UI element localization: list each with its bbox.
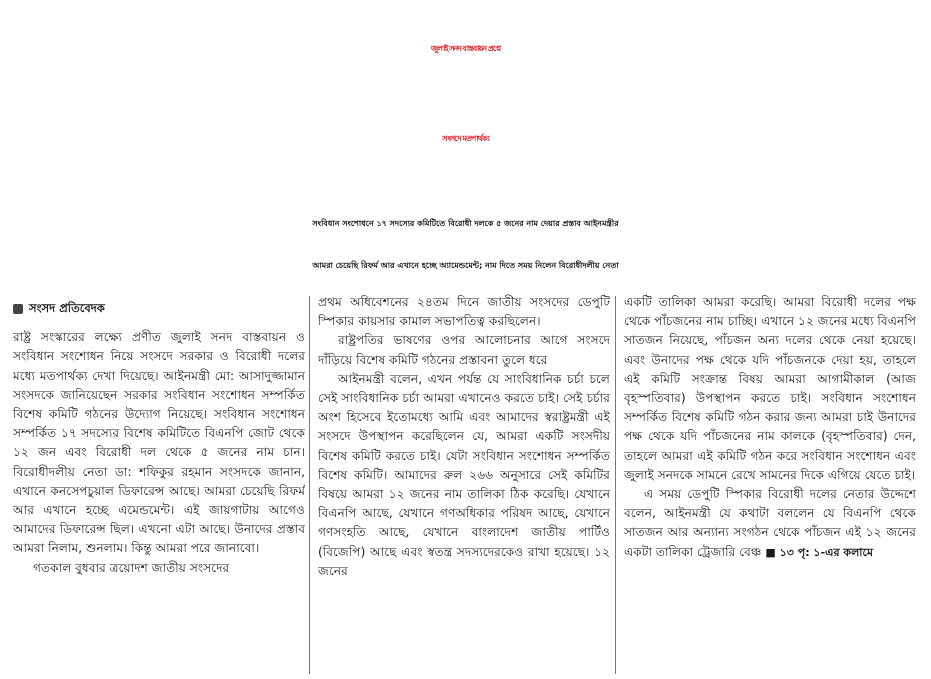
paragraph: রাষ্ট্রপতির ভাষণের ওপর আলোচনার আগে সংসদে দাঁড়িয়ে বিশেষ কমিটি গঠনের প্রস্তাবনা তুলে ধরে xyxy=(318,333,610,367)
paragraph xyxy=(624,485,916,562)
subheadline-line-2: আমরা চেয়েছি রিফর্ম আর এখানে হচ্ছে অ্যামেন্ডমেন্ট; নাম দিতে সময় নিলেন বিরোধীদলীয় নেতা xyxy=(312,261,619,270)
paragraph: গতকাল বুধবার ত্রয়োদশ জাতীয় সংসদের xyxy=(33,560,230,575)
paragraph-text: এ সময় ডেপুটি স্পিকার বিরোধী দলের নেতার উদ্দেশে বলেন, আইনমন্ত্রী যে কথাটা বললেন যে বিএনপি থেকে সাতজন আর অন্যান্য সংগঠন থেকে পাঁচজন এই ১২ জনের একটা তালিকা ট্রেজারি বেঞ্চ xyxy=(624,487,916,559)
subheadline-line-1: সংবিধান সংশোধনে ১৭ সদস্যের কমিটিতে বিরোধী দলকে ৫ জনের নাম দেয়ার প্রস্তাব আইনমন্ত্রীর xyxy=(312,219,619,228)
paragraph: একটি তালিকা আমরা করেছি। আমরা বিরোধী দলের পক্ষ থেকে পাঁচজনের নাম চাচ্ছি। এখানে ১২ জনের মধ্যে বিএনপি সাতজন নিয়েছে, পাঁচজন অন্য দলের থেকে নেয়া হয়েছে। এবং উনাদের পক্ষ থেকে যদি পাঁচজনকে দেয়া হয়, তাহলে এই কমিটি সংক্রান্ত বিষয় আমরা আগামীকাল (আজ বৃহস্পতিবার) উপস্থাপন করতে চাই। সংবিধান সংশোধন সম্পর্কিত বিশেষ কমিটি গঠন করার জন্য আমরা চাই উনাদের পক্ষ থেকে যদি পাঁচজনের নাম কালকে (বৃহস্পতিবার) দেন, তাহলে আমরা এই কমিটি গঠন করে সংবিধান সংশোধন এবং জুলাই সনদকে সামনে রেখে সামনের দিকে এগিয়ে যেতে চাই। xyxy=(624,295,916,482)
continuation-note[interactable]: ■ ১৩ পৃ: ১-এর কলামে xyxy=(765,545,873,559)
paragraph: প্রথম অধিবেশনের ২৪তম দিনে জাতীয় সংসদের ডেপুটি স্পিকার কায়সার কামাল সভাপতিত্ব করছিলেন। xyxy=(318,295,610,329)
paragraph: রাষ্ট্র সংস্কারের লক্ষ্যে প্রণীত জুলাই সনদ বাস্তবায়ন ও সংবিধান সংশোধন নিয়ে সংসদে সরকার ও বিরোধী দলের মধ্যে মতপার্থক্য দেখা দিয়েছে। আইনমন্ত্রী মো: আসাদুজ্জামান সংসদকে জানিয়েছেন সরকার সংবিধান সংশোধন সম্পর্কিত বিশেষ কমিটি গঠনের উদ্যোগ নিয়েছে। সংবিধান সংশোধন সম্পর্কিত ১৭ সদস্যের বিশেষ কমিটিতে বিএনপি জোট থেকে ১২ জন এবং বিরোধী দল থেকে ৫ জনের নাম চান। বিরোধীদলীয় নেতা ডা: শফিকুর রহমান সংসদকে জানান, এখানে কনসেপচুয়াল ডিফারেন্স আছে। আমরা চেয়েছি রিফর্ম আর এখানে হচ্ছে এমেন্ডমেন্ট। এই জায়গাটায় আগেও আমাদের ডিফারেন্স ছিল। এখনো এটা আছে। উনাদের প্রস্তাব আমরা নিলাম, শুনলাম। কিন্তু আমরা পরে জানাবো। xyxy=(13,330,305,556)
headline-line-1: জুলাই সনদ বাস্তবায়ন প্রশ্নে xyxy=(430,44,501,53)
byline-text: সংসদ প্রতিবেদক xyxy=(29,301,105,315)
column-divider xyxy=(309,296,310,674)
column-divider xyxy=(615,296,616,674)
byline-bullet-icon xyxy=(13,304,23,314)
headline-line-2: সংসদে মতপার্থক্য xyxy=(442,134,489,143)
byline xyxy=(13,299,305,318)
paragraph: আইনমন্ত্রী বলেন, এখন পর্যন্ত যে সাংবিধানিক চর্চা চলে সেই সাংবিধানিক চর্চা আমরা এখানেও করতে চাই। সেই চর্চার অংশ হিসেবে ইতোমধ্যে আমি এবং আমাদের স্বরাষ্ট্রমন্ত্রী এই সংসদে উপস্থাপন করেছিলেন যে, আমরা একটি সংসদীয় বিশেষ কমিটি করতে চাই। যেটা সংবিধান সংশোধন সম্পর্কিত বিশেষ কমিটি। আমাদের রুল ২৬৬ অনুসারে সেই কমিটির বিষয়ে আমরা ১২ জনের নাম তালিকা ঠিক করেছি। যেখানে বিএনপি আছে, যেখানে গণঅধিকার পরিষদ আছে, যেখানে গণসংহতি আছে, যেখানে বাংলাদেশ জাতীয় পার্টিও (বিজেপি) আছে এবং স্বতন্ত্র সদস্যদেরকেও রাখা হয়েছে। ১২ জনের xyxy=(318,371,610,578)
article-column-3 xyxy=(624,293,916,677)
article-column-2 xyxy=(318,293,610,677)
article-column-1 xyxy=(13,293,305,677)
